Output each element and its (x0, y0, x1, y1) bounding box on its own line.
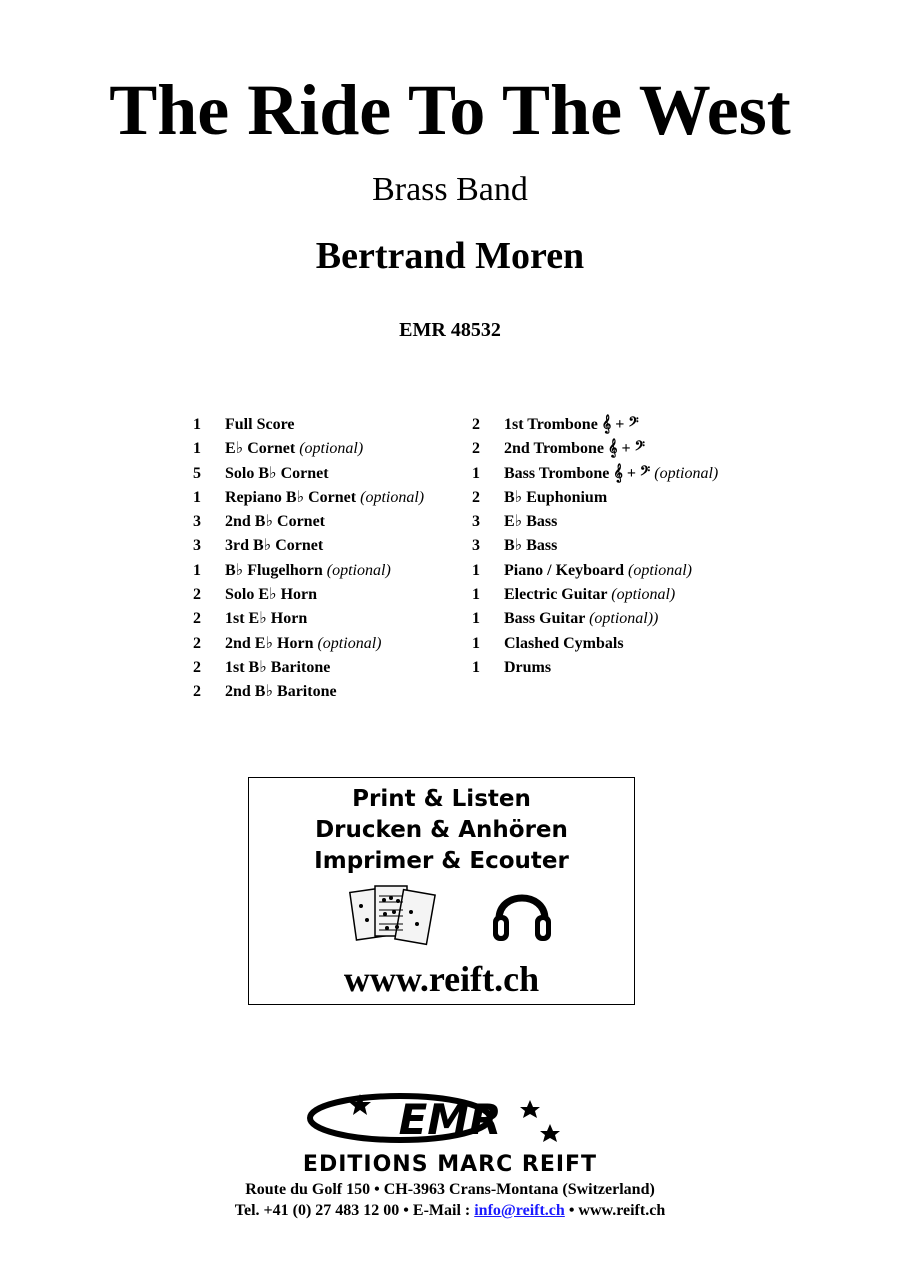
instrument-row: 1 Bass Guitar (optional)) (472, 610, 659, 628)
email-link[interactable]: info@reift.ch (474, 1202, 565, 1219)
instrument-row: 3 2nd B♭ Cornet (193, 513, 325, 531)
instrument-row: 1 Full Score (193, 416, 295, 433)
instrument-row: 1 Bass Trombone 𝄞 + 𝄢 (optional) (472, 464, 719, 482)
instrument-row: 3 3rd B♭ Cornet (193, 537, 324, 555)
instrument-row: 2 2nd Trombone 𝄞 + 𝄢 (472, 440, 645, 458)
instrument-row: 2 1st Trombone 𝄞 + 𝄢 (472, 416, 639, 433)
instrument-row: 2 1st B♭ Baritone (193, 658, 331, 676)
instrument-row: 1 Electric Guitar (optional) (472, 586, 676, 604)
instrument-row: 1 E♭ Cornet (optional) (193, 440, 364, 458)
page-title: The Ride To The West (109, 70, 791, 150)
instrument-list-left (193, 413, 463, 705)
sheet-music-icon (349, 882, 439, 952)
instrument-row: 2 Solo E♭ Horn (193, 586, 318, 604)
instrument-row: 2 1st E♭ Horn (193, 610, 308, 628)
promo-line-german: Drucken & Anhören (315, 817, 568, 843)
instrument-row: 1 Clashed Cymbals (472, 634, 624, 652)
ensemble-subtitle: Brass Band (372, 171, 528, 208)
composer-name: Bertrand Moren (315, 235, 585, 277)
promo-website[interactable]: www.reift.ch (343, 959, 540, 999)
instrument-row: 5 Solo B♭ Cornet (193, 464, 329, 482)
instrument-row: 1 Drums (472, 658, 552, 676)
instrument-row: 3 E♭ Bass (472, 513, 558, 531)
instrument-row: 2 2nd E♭ Horn (optional) (193, 634, 382, 652)
headphones-icon (487, 879, 557, 949)
instrument-list-right (472, 413, 772, 680)
print-listen-box (248, 777, 635, 1005)
publisher-contact: Tel. +41 (0) 27 483 12 00 • E-Mail : info@reift.ch • www.reift.ch (234, 1202, 666, 1219)
promo-line-french: Imprimer & Ecouter (314, 848, 569, 874)
emr-logo-text: EMR (398, 1095, 502, 1144)
instrument-row: 2 B♭ Euphonium (472, 488, 608, 506)
publisher-address: Route du Golf 150 • CH-3963 Crans-Montana (Switzerland) (245, 1181, 655, 1198)
instrument-row: 2 2nd B♭ Baritone (193, 683, 337, 701)
instrument-row: 1 B♭ Flugelhorn (optional) (193, 561, 391, 579)
instrument-row: 3 B♭ Bass (472, 537, 558, 555)
promo-line-english: Print & Listen (352, 786, 531, 812)
promo-icons (249, 877, 634, 957)
instrument-row: 1 Piano / Keyboard (optional) (472, 561, 693, 579)
publisher-name: EDITIONS MARC REIFT (302, 1152, 598, 1177)
instrument-row: 1 Repiano B♭ Cornet (optional) (193, 488, 425, 506)
catalog-number: EMR 48532 (399, 319, 501, 341)
